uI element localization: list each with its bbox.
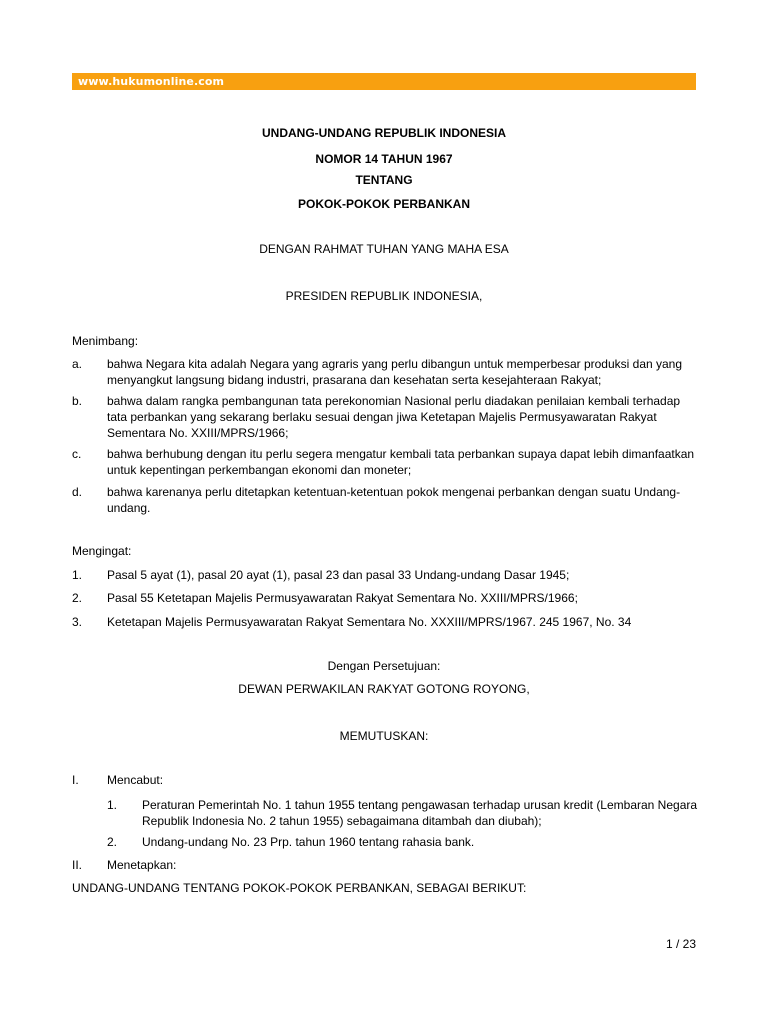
president-text: PRESIDEN REPUBLIK INDONESIA,	[285, 289, 483, 303]
list-marker: 3.	[72, 615, 83, 629]
list-marker: c.	[72, 447, 82, 461]
list-item-text: Undang-undang No. 23 Prp. tahun 1960 tentang rahasia bank.	[142, 835, 475, 849]
section-marker: I.	[72, 773, 79, 787]
opening-text: DENGAN RAHMAT TUHAN YANG MAHA ESA	[259, 242, 509, 256]
list-item-text: Pasal 55 Ketetapan Majelis Permusyawaratan Rakyat Sementara No. XXIII/MPRS/1966;	[107, 591, 578, 605]
memutuskan-text: MEMUTUSKAN:	[339, 729, 429, 743]
title-line-3: TENTANG	[355, 173, 413, 187]
list-marker: d.	[72, 485, 83, 499]
list-marker: 2.	[72, 591, 83, 605]
title-line-2: NOMOR 14 TAHUN 1967	[315, 152, 453, 166]
section-label: Menetapkan:	[107, 858, 177, 872]
site-link[interactable]: www.hukumonline.com	[78, 75, 225, 88]
mengingat-label: Mengingat:	[72, 544, 132, 558]
dewan-text: DEWAN PERWAKILAN RAKYAT GOTONG ROYONG,	[238, 682, 530, 696]
list-marker: 2.	[107, 835, 118, 849]
list-marker: b.	[72, 394, 83, 408]
list-item-text: Pasal 5 ayat (1), pasal 20 ayat (1), pasal 23 dan pasal 33 Undang-undang Dasar 1945;	[107, 568, 570, 582]
list-marker: 1.	[107, 798, 118, 812]
section-marker: II.	[72, 858, 83, 872]
page-number: 1 / 23	[665, 937, 696, 951]
list-item-text: bahwa karenanya perlu ditetapkan ketentuan-ketentuan pokok mengenai perbankan dengan suatu Undang-undang.	[107, 485, 681, 515]
section-label: Mencabut:	[107, 773, 164, 787]
list-item-text: bahwa Negara kita adalah Negara yang agraris yang perlu dibangun untuk memperbesar produksi dan yang menyangkut langsung bidang industri, prasarana dan kesehatan serta kesejahteraan Rakyat;	[107, 357, 683, 387]
list-marker: 1.	[72, 568, 83, 582]
header-bar	[72, 73, 696, 90]
list-item-text: bahwa dalam rangka pembangunan tata perekonomian Nasional perlu diadakan penilaian kembali terhadap tata perbankan yang sekarang berlaku sesuai dengan jiwa Ketetapan Majelis Permusyawaratan Rakyat Sementara No. XXIII/MPRS/1966;	[107, 394, 681, 440]
closing-text: UNDANG-UNDANG TENTANG POKOK-POKOK PERBANKAN, SEBAGAI BERIKUT:	[72, 881, 527, 895]
title-line-1: UNDANG-UNDANG REPUBLIK INDONESIA	[261, 126, 506, 140]
persetujuan-text: Dengan Persetujuan:	[327, 659, 441, 673]
menimbang-label: Menimbang:	[72, 334, 139, 348]
list-item-text: bahwa berhubung dengan itu perlu segera mengatur kembali tata perbankan supaya dapat lebih dimanfaatkan untuk kepentingan perkembangan ekonomi dan moneter;	[107, 447, 695, 477]
title-line-4: POKOK-POKOK PERBANKAN	[297, 197, 470, 211]
list-item-text: Ketetapan Majelis Permusyawaratan Rakyat Sementara No. XXXIII/MPRS/1967. 245 1967, No. 34	[107, 615, 632, 629]
list-marker: a.	[72, 357, 83, 371]
list-item-text: Peraturan Pemerintah No. 1 tahun 1955 tentang pengawasan terhadap urusan kredit (Lembaran Negara Republik Indonesia No. 2 tahun 1955) sebagaimana ditambah dan diubah);	[142, 798, 698, 828]
